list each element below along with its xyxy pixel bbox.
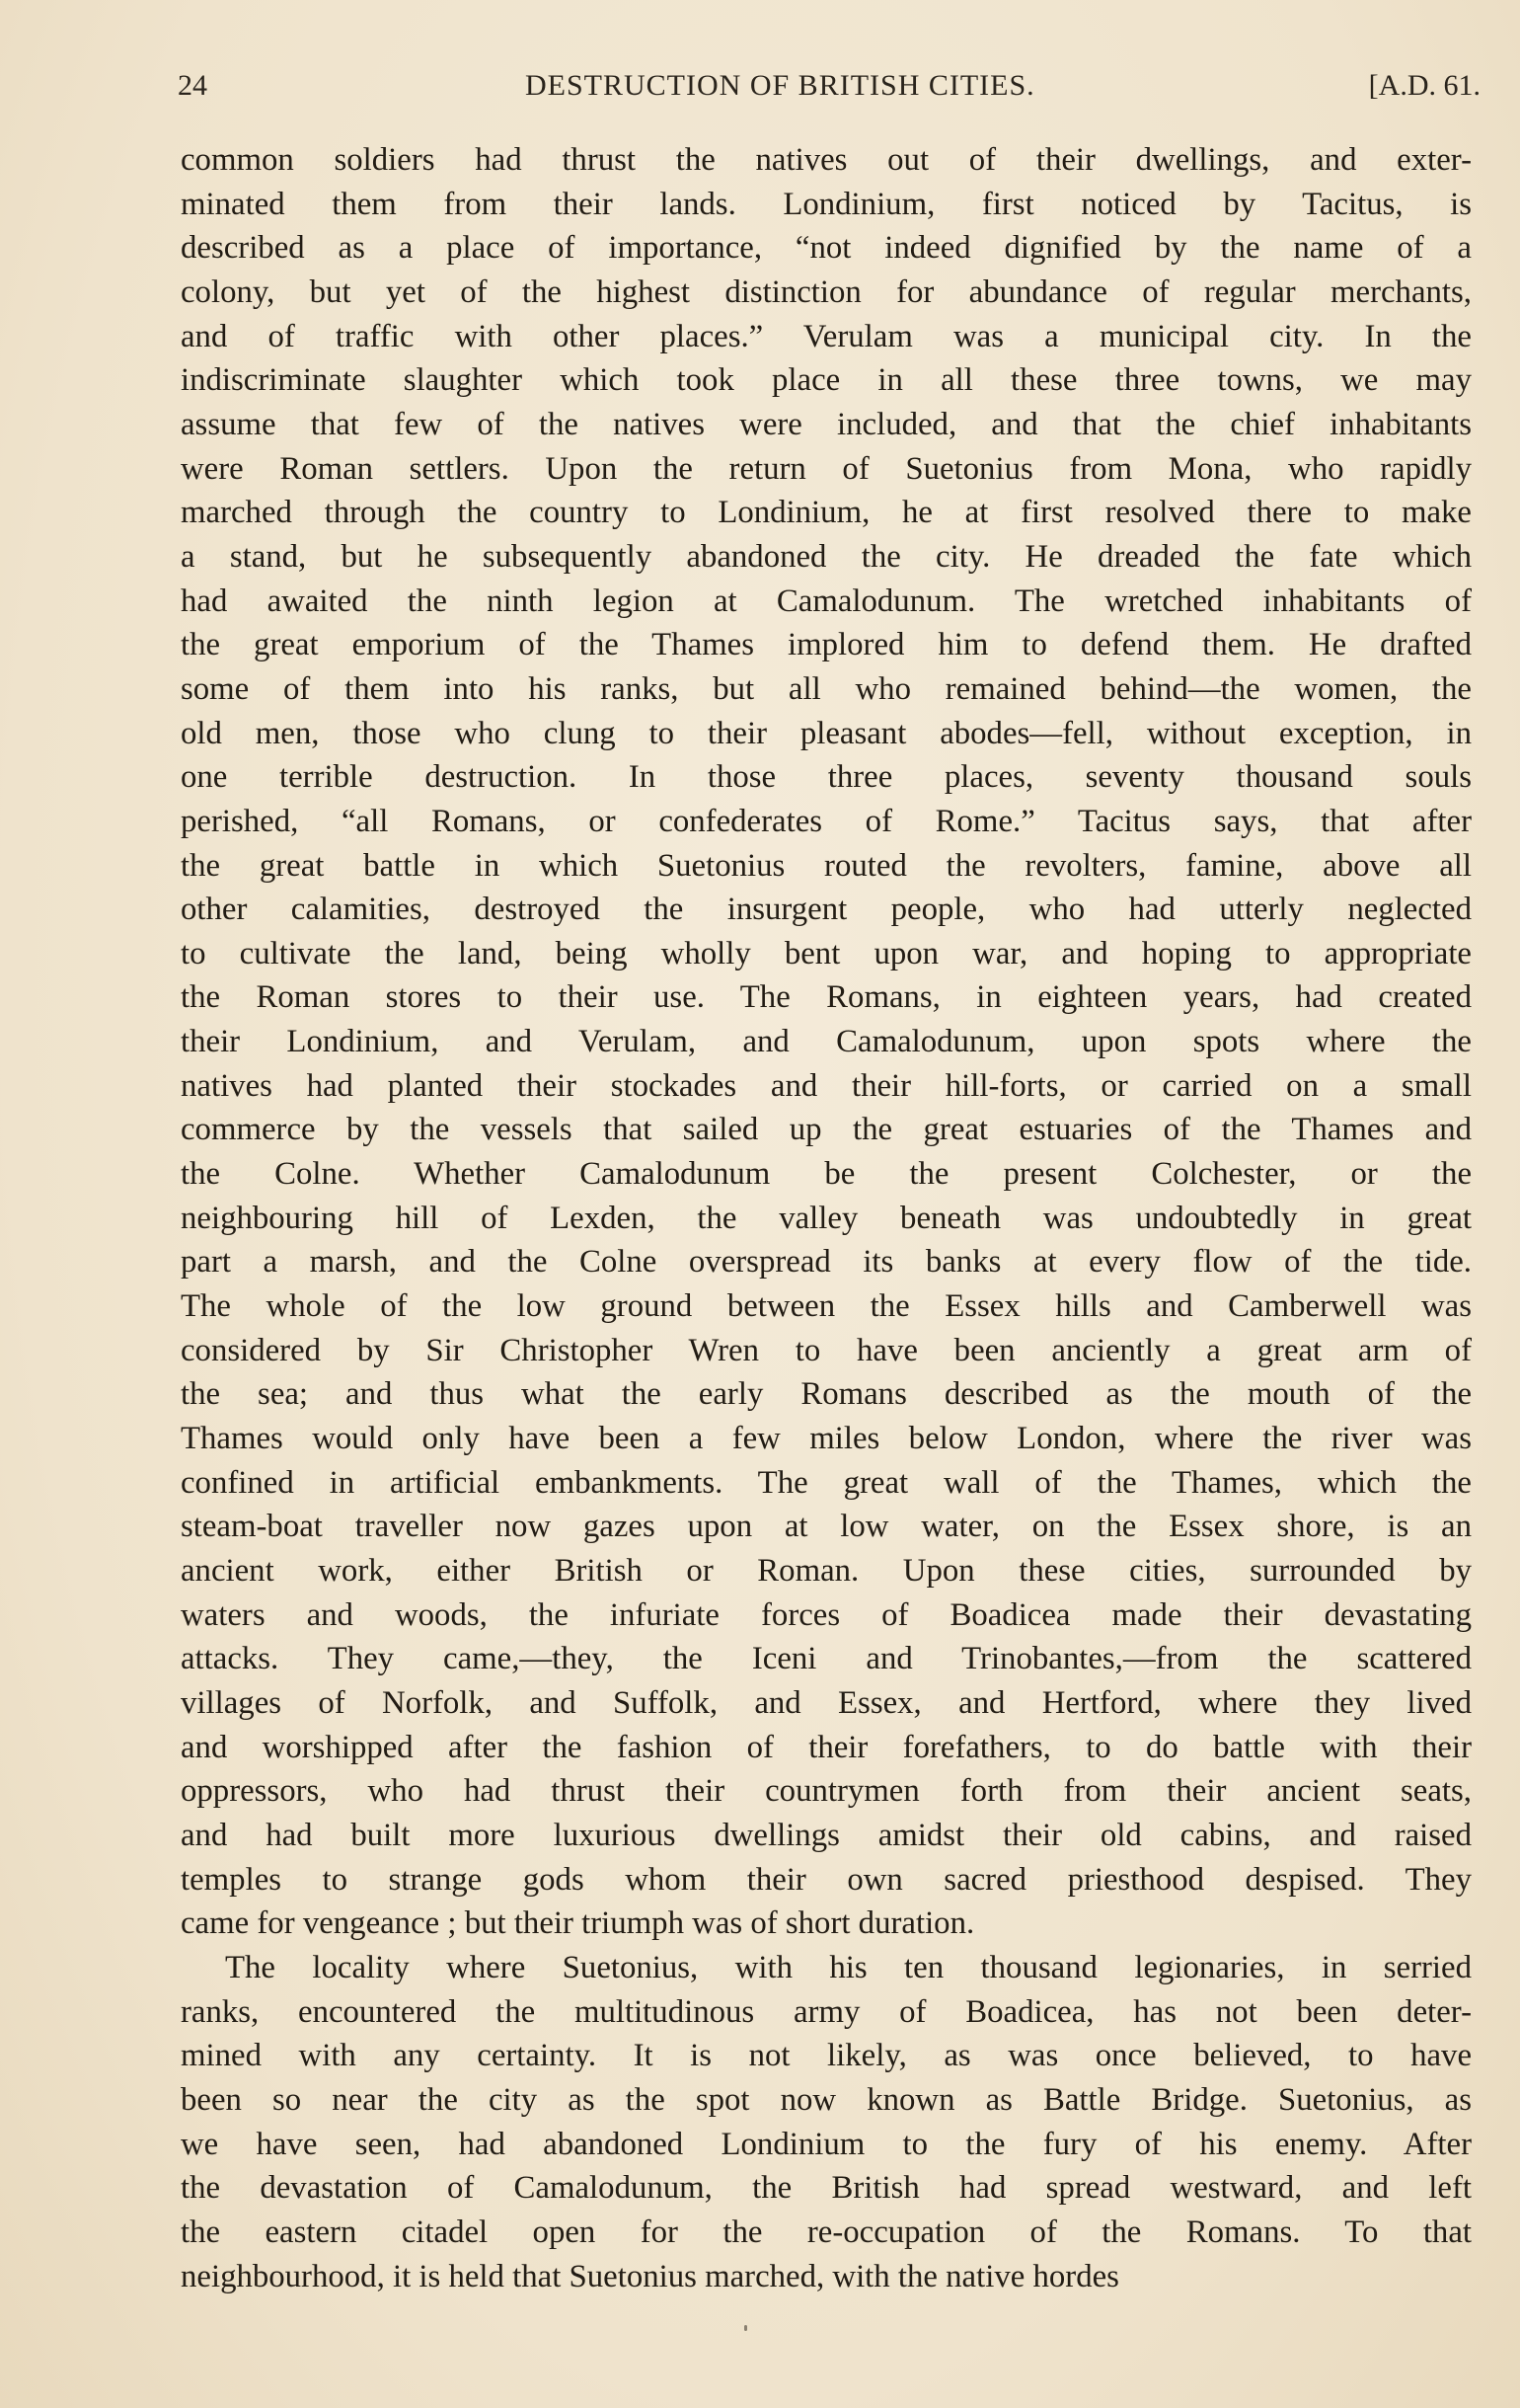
text-line: the great emporium of the Thames implored him to defend them. He drafted bbox=[181, 627, 1472, 663]
paragraph bbox=[181, 138, 1472, 1946]
text-line: commerce by the vessels that sailed up the great estuaries of the Thames and bbox=[181, 1112, 1472, 1148]
paper-speck bbox=[744, 2325, 747, 2331]
text-line: neighbouring hill of Lexden, the valley beneath was undoubtedly in great bbox=[181, 1200, 1472, 1236]
text-line: oppressors, who had thrust their countrymen forth from their ancient seats, bbox=[181, 1773, 1472, 1810]
text-line: the eastern citadel open for the re-occupation of the Romans. To that bbox=[181, 2214, 1472, 2250]
text-line: had awaited the ninth legion at Camalodunum. The wretched inhabitants of bbox=[181, 583, 1472, 619]
text-line: a stand, but he subsequently abandoned the city. He dreaded the fate which bbox=[181, 538, 1472, 575]
running-title: DESTRUCTION OF BRITISH CITIES. bbox=[525, 69, 1035, 102]
text-line: steam-boat traveller now gazes upon at low water, on the Essex shore, is an bbox=[181, 1509, 1472, 1545]
text-line: to cultivate the land, being wholly bent upon war, and hoping to appropriate bbox=[181, 935, 1472, 971]
text-line: perished, “all Romans, or confederates of Rome.” Tacitus says, that after bbox=[181, 803, 1472, 839]
date-mark: [A.D. 61. bbox=[1368, 69, 1481, 102]
text-line: came for vengeance ; but their triumph was of short duration. bbox=[181, 1905, 975, 1942]
text-line: villages of Norfolk, and Suffolk, and Essex, and Hertford, where they lived bbox=[181, 1684, 1472, 1721]
text-line: mined with any certainty. It is not likely, as was once believed, to have bbox=[181, 2038, 1472, 2074]
text-line: the sea; and thus what the early Romans described as the mouth of the bbox=[181, 1376, 1472, 1413]
text-line: considered by Sir Christopher Wren to have been anciently a great arm of bbox=[181, 1332, 1472, 1368]
text-line: been so near the city as the spot now known as Battle Bridge. Suetonius, as bbox=[181, 2081, 1472, 2118]
text-line: confined in artificial embankments. The great wall of the Thames, which the bbox=[181, 1464, 1472, 1501]
body-text bbox=[181, 138, 1472, 2298]
text-line: old men, those who clung to their pleasant abodes—fell, without exception, in bbox=[181, 715, 1472, 751]
text-line: ancient work, either British or Roman. Upon these cities, surrounded by bbox=[181, 1553, 1472, 1589]
text-line: we have seen, had abandoned Londinium to the fury of his enemy. After bbox=[181, 2126, 1472, 2162]
text-line: other calamities, destroyed the insurgent people, who had utterly neglected bbox=[181, 892, 1472, 928]
text-line: part a marsh, and the Colne overspread its banks at every flow of the tide. bbox=[181, 1244, 1472, 1281]
text-line: the devastation of Camalodunum, the British had spread westward, and left bbox=[181, 2170, 1472, 2207]
text-line: common soldiers had thrust the natives out of their dwellings, and exter- bbox=[181, 142, 1472, 178]
text-line: colony, but yet of the highest distinction for abundance of regular merchants, bbox=[181, 273, 1472, 310]
running-head bbox=[178, 69, 1481, 118]
text-line: indiscriminate slaughter which took place in all these three towns, we may bbox=[181, 362, 1472, 399]
text-line: assume that few of the natives were included, and that the chief inhabitants bbox=[181, 406, 1472, 442]
text-line: waters and woods, the infuriate forces of Boadicea made their devastating bbox=[181, 1596, 1472, 1633]
text-line: ranks, encountered the multitudinous army of Boadicea, has not been deter- bbox=[181, 1993, 1472, 2030]
text-line: neighbourhood, it is held that Suetonius marched, with the native hordes bbox=[181, 2258, 1119, 2294]
text-line: were Roman settlers. Upon the return of Suetonius from Mona, who rapidly bbox=[181, 450, 1472, 487]
text-line: natives had planted their stockades and their hill-forts, or carried on a small bbox=[181, 1067, 1472, 1104]
text-line: and of traffic with other places.” Verulam was a municipal city. In the bbox=[181, 318, 1472, 354]
text-line: temples to strange gods whom their own sacred priesthood despised. They bbox=[181, 1861, 1472, 1898]
text-line: The whole of the low ground between the Essex hills and Camberwell was bbox=[181, 1288, 1472, 1325]
text-line: the great battle in which Suetonius routed the revolters, famine, above all bbox=[181, 847, 1472, 884]
text-line: marched through the country to Londinium, he at first resolved there to make bbox=[181, 495, 1472, 531]
paragraph bbox=[181, 1946, 1472, 2298]
text-line: and worshipped after the fashion of their forefathers, to do battle with their bbox=[181, 1729, 1472, 1765]
text-line: described as a place of importance, “not indeed dignified by the name of a bbox=[181, 230, 1472, 267]
text-line: some of them into his ranks, but all who remained behind—the women, the bbox=[181, 670, 1472, 707]
text-line: attacks. They came,—they, the Iceni and Trinobantes,—from the scattered bbox=[181, 1641, 1472, 1677]
text-line: minated them from their lands. Londinium, first noticed by Tacitus, is bbox=[181, 186, 1472, 222]
text-line: their Londinium, and Verulam, and Camalodunum, upon spots where the bbox=[181, 1024, 1472, 1060]
page-number: 24 bbox=[178, 69, 207, 102]
text-line: The locality where Suetonius, with his ten thousand legionaries, in serried bbox=[225, 1949, 1472, 1985]
text-line: one terrible destruction. In those three places, seventy thousand souls bbox=[181, 759, 1472, 796]
text-line: Thames would only have been a few miles below London, where the river was bbox=[181, 1421, 1472, 1457]
text-line: the Roman stores to their use. The Romans, in eighteen years, had created bbox=[181, 979, 1472, 1016]
text-line: the Colne. Whether Camalodunum be the present Colchester, or the bbox=[181, 1156, 1472, 1193]
text-line: and had built more luxurious dwellings amidst their old cabins, and raised bbox=[181, 1817, 1472, 1853]
